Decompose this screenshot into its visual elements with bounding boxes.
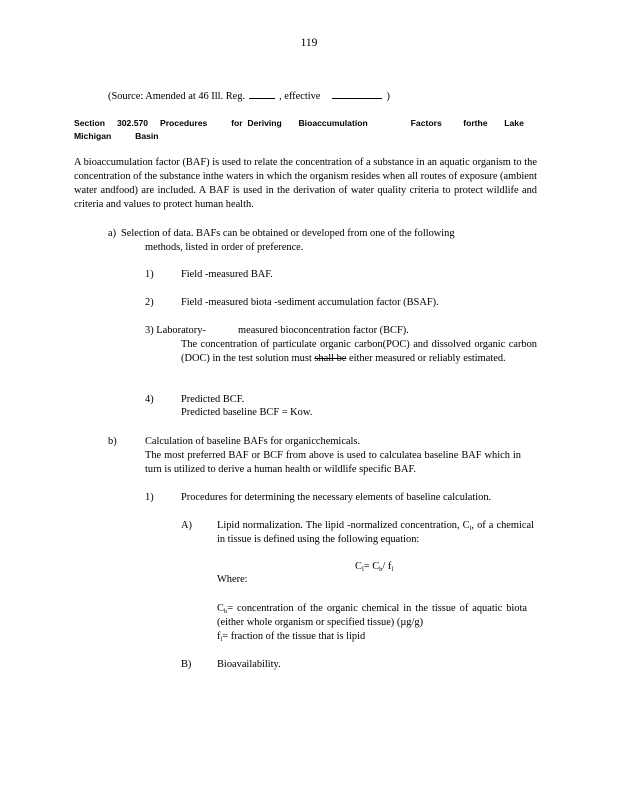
eq-sub-b: b — [379, 566, 383, 573]
a4-num: 4) — [145, 394, 154, 405]
item-a-cont: methods, listed in order of preference. — [145, 242, 304, 253]
intro-paragraph: A bioaccumulation factor (BAF) is used to relate the concentration of a substance in an aquatic organism to the concentration of the substance inthe waters in which the organism resides when all routes of exposure (ambient water andfood) are included. A BAF is used in the derivation of water quality criteria to protect wildlife and criteria and values to protect human health. — [74, 157, 537, 210]
def-cb — [217, 602, 527, 630]
item-a-lead: Selection of data. BAFs can be obtained or developed from one of the following — [121, 228, 455, 239]
a3-body-pre: The concentration of particulate organic carbon(POC) and dissolved organic carbon (DOC) in the test solution must — [181, 339, 537, 364]
def-cb-text: = concentration of the organic chemical in the tissue of aquatic biota (either whole organism or specified tissue) (µg/g) — [217, 603, 527, 628]
a3-body-post: either measured or reliably estimated. — [346, 353, 506, 364]
a4-line2: Predicted baseline BCF = Kow. — [181, 407, 313, 418]
a2-num: 2) — [145, 297, 154, 308]
item-a-label: a) — [108, 228, 117, 239]
a3-body-struck: shall be — [314, 353, 347, 364]
a3-body — [181, 338, 537, 366]
def-cb-sub: b — [223, 608, 228, 615]
a4-line1: Predicted BCF. — [181, 394, 245, 405]
bA-lead-end: , of a chemical in tissue is defined using the following equation: — [217, 520, 534, 545]
item-b-label: b) — [108, 436, 117, 447]
bA-lead: Lipid normalization. The lipid -normalized concentration, C — [217, 520, 470, 531]
lipid-equation — [355, 560, 393, 574]
source-middle: , effective — [279, 91, 321, 102]
def-fl — [217, 630, 365, 644]
where-label: Where: — [217, 574, 248, 585]
register-blank — [249, 88, 275, 99]
a2-text: Field -measured biota -sediment accumulation factor (BSAF). — [181, 297, 439, 308]
item-b-body: The most preferred BAF or BCF from above is used to calculatea baseline BAF which in turn is utilized to derive a human health or wildlife specific BAF. — [145, 450, 521, 475]
b1-num: 1) — [145, 492, 154, 503]
bA-lead-sub: l — [469, 525, 472, 532]
def-fl-text: = fraction of the tissue that is lipid — [222, 631, 366, 642]
b1-text: Procedures for determining the necessary elements of baseline calculation. — [181, 492, 492, 503]
section-heading-line1: Section 302.570 Procedures for Deriving Bioaccumulation Factors forthe Lake — [74, 118, 524, 128]
eq-div: / f — [382, 561, 392, 572]
eq-sub-l: l — [361, 566, 364, 573]
a1-text: Field -measured BAF. — [181, 269, 273, 280]
eq-mid: = C — [363, 561, 380, 572]
effective-date-blank — [332, 88, 382, 99]
a3-lead2: measured bioconcentration factor (BCF). — [238, 325, 409, 336]
a3-lead: 3) Laboratory- — [145, 325, 206, 336]
source-note — [108, 88, 390, 104]
item-b-lead: Calculation of baseline BAFs for organicchemicals. — [145, 436, 361, 447]
section-heading — [74, 117, 524, 143]
bA-num: A) — [181, 520, 192, 531]
bB-text: Bioavailability. — [217, 659, 281, 670]
eq-sub-l2: l — [391, 566, 394, 573]
section-heading-line2: Michigan Basin — [74, 131, 159, 141]
page-number: 119 — [300, 37, 318, 49]
def-cb-sym: C — [217, 603, 224, 614]
a1-num: 1) — [145, 269, 154, 280]
bB-num: B) — [181, 659, 192, 670]
source-suffix: ) — [386, 91, 390, 102]
source-prefix: (Source: Amended at 46 Ill. Reg. — [108, 91, 246, 102]
bA-text — [217, 519, 534, 547]
eq-c: C — [355, 561, 362, 572]
def-fl-sym: f — [217, 631, 221, 642]
def-fl-sub: l — [220, 636, 223, 643]
